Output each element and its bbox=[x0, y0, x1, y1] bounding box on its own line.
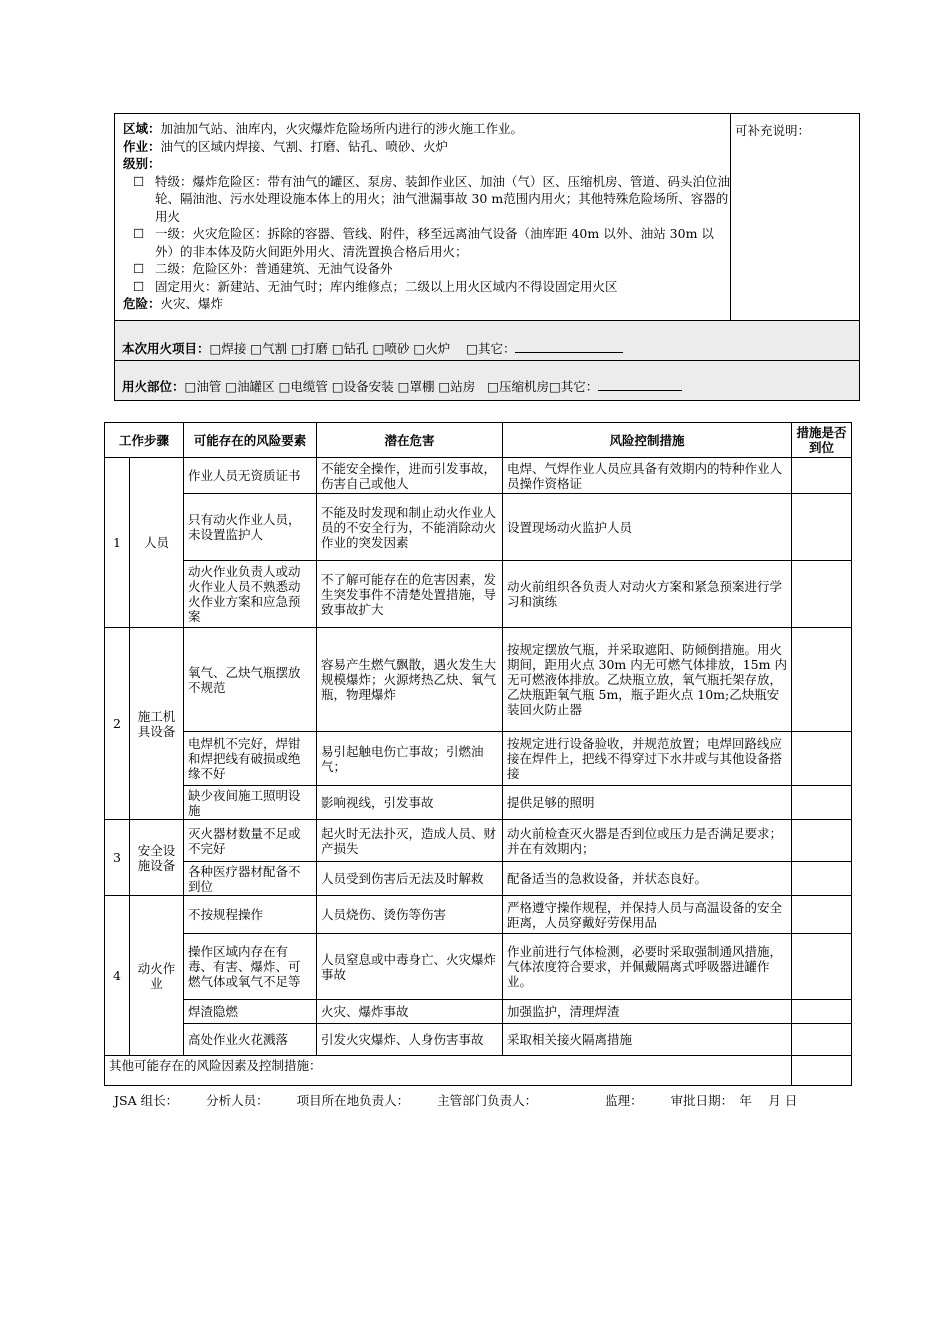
header-done: 措施是否到位 bbox=[792, 423, 852, 458]
other-risks-cell[interactable]: 其他可能存在的风险因素及控制措施： bbox=[105, 1056, 792, 1086]
step-name: 安全设施设备 bbox=[130, 820, 184, 896]
measure-cell: 按规定进行设备验收，并规范放置；电焊回路线应接在焊件上，把线不得穿过下水井或与其他设备搭接 bbox=[503, 732, 792, 786]
other-risks-row bbox=[105, 1056, 852, 1086]
hazard-cell: 易引起触电伤亡事故；引燃油气； bbox=[317, 732, 503, 786]
done-cell[interactable] bbox=[792, 934, 852, 1000]
risk-cell: 作业人员无资质证书 bbox=[184, 458, 317, 494]
done-cell[interactable] bbox=[792, 458, 852, 494]
jsa-header-box bbox=[114, 113, 860, 401]
hazard-cell: 人员烧伤、烫伤等伤害 bbox=[317, 896, 503, 934]
risk-cell: 电焊机不完好，焊钳和焊把线有破损或绝缘不好 bbox=[184, 732, 317, 786]
region-label: 区域： bbox=[123, 121, 161, 136]
table-row bbox=[105, 628, 852, 732]
done-cell[interactable] bbox=[792, 494, 852, 561]
fire-items-row bbox=[115, 320, 859, 360]
approve-date-field[interactable]: 审批日期： 年 月 日 bbox=[670, 1093, 798, 1108]
table-row bbox=[105, 896, 852, 934]
jsa-leader-field[interactable]: JSA 组长： bbox=[114, 1093, 179, 1108]
scope-section bbox=[115, 114, 731, 320]
work-text: 油气的区域内焊接、气割、打磨、钻孔、喷砂、火炉 bbox=[160, 138, 449, 154]
checkbox-icon: ☐ bbox=[133, 261, 145, 276]
signature-footer bbox=[114, 1093, 854, 1109]
risk-cell: 焊渣隐燃 bbox=[184, 1000, 317, 1024]
table-row bbox=[105, 494, 852, 561]
done-cell[interactable] bbox=[792, 732, 852, 786]
level-one[interactable]: ☐ 一级：火灾危险区：拆除的容器、管线、附件，移至远离油气设备（油库距 40m 以外、油站 30m 以外）的非本体及防火间距外用火、清洗置换合格后用火； bbox=[133, 226, 714, 259]
hazard-cell: 不了解可能存在的危害因素，发生突发事件不清楚处置措施，导致事故扩大 bbox=[317, 561, 503, 628]
header-risk: 可能存在的风险要素 bbox=[184, 423, 317, 458]
hazard-cell: 容易产生燃气飘散，遇火发生大规模爆炸；火源烤热乙炔、氧气瓶，物理爆炸 bbox=[317, 628, 503, 732]
table-row bbox=[105, 1024, 852, 1056]
measure-cell: 采取相关接火隔离措施 bbox=[503, 1024, 792, 1056]
level-fixed[interactable]: ☐ 固定用火：新建站、无油气时；库内维修点；二级以上用火区域内不得设固定用火区 bbox=[133, 278, 618, 294]
hazard-cell: 影响视线，引发事故 bbox=[317, 786, 503, 820]
measure-cell: 作业前进行气体检测，必要时采取强制通风措施，气体浓度符合要求，并佩戴隔离式呼吸器进罐作业。 bbox=[503, 934, 792, 1000]
measure-cell: 动火前组织各负责人对动火方案和紧急预案进行学习和演练 bbox=[503, 561, 792, 628]
risk-cell: 各种医疗器材配备不到位 bbox=[184, 862, 317, 896]
step-number: 4 bbox=[105, 896, 130, 1056]
supplement-note[interactable]: 可补充说明： bbox=[735, 123, 811, 138]
fire-other-label: □其它： bbox=[466, 341, 516, 356]
work-label: 作业： bbox=[123, 138, 161, 154]
fire-location-label: 用火部位： bbox=[122, 379, 185, 394]
table-row bbox=[105, 786, 852, 820]
checkbox-icon: ☐ bbox=[133, 226, 145, 241]
step-name: 施工机具设备 bbox=[130, 628, 184, 820]
header-measure: 风险控制措施 bbox=[503, 423, 792, 458]
measure-cell: 严格遵守操作规程，并保持人员与高温设备的安全距离，人员穿戴好劳保用品 bbox=[503, 896, 792, 934]
table-row bbox=[105, 934, 852, 1000]
hazard-cell: 起火时无法扑灭，造成人员、财产损失 bbox=[317, 820, 503, 862]
fire-other-blank[interactable] bbox=[515, 340, 623, 353]
table-row bbox=[105, 732, 852, 786]
hazard-cell: 不能安全操作，进而引发事故，伤害自己或他人 bbox=[317, 458, 503, 494]
hazard-cell: 不能及时发现和制止动火作业人员的不安全行为，不能消除动火作业的突发因素 bbox=[317, 494, 503, 561]
supervisor-field[interactable]: 监理： bbox=[605, 1093, 643, 1108]
risk-cell: 氧气、乙炔气瓶摆放不规范 bbox=[184, 628, 317, 732]
risk-cell: 操作区域内存在有毒、有害、爆炸、可燃气体或氧气不足等 bbox=[184, 934, 317, 1000]
hazard-cell: 火灾、爆炸事故 bbox=[317, 1000, 503, 1024]
done-cell[interactable] bbox=[792, 1000, 852, 1024]
done-cell[interactable] bbox=[792, 786, 852, 820]
risk-cell: 灭火器材数量不足或不完好 bbox=[184, 820, 317, 862]
risk-cell: 动火作业负责人或动火作业人员不熟悉动火作业方案和应急预案 bbox=[184, 561, 317, 628]
risk-analysis-table bbox=[104, 422, 852, 1086]
done-cell[interactable] bbox=[792, 896, 852, 934]
measure-cell: 动火前检查灭火器是否到位或压力是否满足要求；并在有效期内； bbox=[503, 820, 792, 862]
checkbox-icon: ☐ bbox=[133, 173, 145, 189]
level-special[interactable]: ☐ 特级：爆炸危险区：带有油气的罐区、泵房、装卸作业区、加油（气）区、压缩机房、管道、码头泊位油轮、隔油池、污水处理设施本体上的用火；油气泄漏事故 30 m范围内用火；其他特殊危险场所、容器的用火 bbox=[133, 173, 731, 224]
danger-text: 火灾、爆炸 bbox=[160, 296, 224, 311]
done-cell[interactable] bbox=[792, 1024, 852, 1056]
hazard-cell: 引发火灾爆炸、人身伤害事故 bbox=[317, 1024, 503, 1056]
fire-location-other-blank[interactable] bbox=[598, 378, 682, 391]
step-number: 2 bbox=[105, 628, 130, 820]
danger-label: 危险： bbox=[123, 296, 161, 311]
step-name: 动火作业 bbox=[130, 896, 184, 1056]
done-cell[interactable] bbox=[792, 820, 852, 862]
done-cell[interactable] bbox=[792, 628, 852, 732]
analyst-field[interactable]: 分析人员： bbox=[206, 1093, 269, 1108]
table-row bbox=[105, 561, 852, 628]
header-hazard: 潜在危害 bbox=[317, 423, 503, 458]
dept-head-field[interactable]: 主管部门负责人： bbox=[437, 1093, 538, 1108]
fire-items-options[interactable]: □焊接 □气割 □打磨 □钻孔 □喷砂 □火炉 bbox=[209, 341, 451, 356]
region-text: 加油加气站、油库内，火灾爆炸危险场所内进行的涉火施工作业。 bbox=[160, 121, 524, 136]
header-step: 工作步骤 bbox=[105, 423, 184, 458]
measure-cell: 电焊、气焊作业人员应具备有效期内的特种作业人员操作资格证 bbox=[503, 458, 792, 494]
checkbox-icon: ☐ bbox=[133, 278, 145, 294]
measure-cell: 提供足够的照明 bbox=[503, 786, 792, 820]
measure-cell: 设置现场动火监护人员 bbox=[503, 494, 792, 561]
fire-location-options[interactable]: □油管 □油罐区 □电缆管 □设备安装 □罩棚 □站房 bbox=[184, 379, 476, 394]
site-head-field[interactable]: 项目所在地负责人： bbox=[296, 1093, 410, 1108]
fire-location-other-label: □压缩机房□其它： bbox=[487, 379, 599, 394]
done-cell[interactable] bbox=[792, 1056, 852, 1086]
risk-cell: 高处作业火花溅落 bbox=[184, 1024, 317, 1056]
table-row bbox=[105, 862, 852, 896]
table-row bbox=[105, 820, 852, 862]
done-cell[interactable] bbox=[792, 862, 852, 896]
risk-cell: 只有动火作业人员，未设置监护人 bbox=[184, 494, 317, 561]
hazard-cell: 人员窒息或中毒身亡、火灾爆炸事故 bbox=[317, 934, 503, 1000]
measure-cell: 配备适当的急救设备，并状态良好。 bbox=[503, 862, 792, 896]
step-number: 3 bbox=[105, 820, 130, 896]
risk-cell: 缺少夜间施工照明设施 bbox=[184, 786, 317, 820]
level-two[interactable]: ☐ 二级：危险区外：普通建筑、无油气设备外 bbox=[133, 261, 393, 276]
measure-cell: 按规定摆放气瓶，并采取遮阳、防倾倒措施。用火期间，距用火点 30m 内无可燃气体排放，15m 内无可燃液体排放。乙炔瓶立放，氧气瓶托架存放，乙炔瓶距氧气瓶 5m，瓶子距火点 10m;乙炔瓶安装回火防止器 bbox=[503, 628, 792, 732]
level-label: 级别： bbox=[123, 156, 161, 171]
fire-location-row bbox=[115, 360, 859, 400]
table-row bbox=[105, 458, 852, 494]
measure-cell: 加强监护，清理焊渣 bbox=[503, 1000, 792, 1024]
risk-cell: 不按规程操作 bbox=[184, 896, 317, 934]
step-name: 人员 bbox=[130, 458, 184, 628]
step-number: 1 bbox=[105, 458, 130, 628]
hazard-cell: 人员受到伤害后无法及时解救 bbox=[317, 862, 503, 896]
fire-items-label: 本次用火项目： bbox=[122, 341, 210, 356]
done-cell[interactable] bbox=[792, 561, 852, 628]
table-row bbox=[105, 1000, 852, 1024]
